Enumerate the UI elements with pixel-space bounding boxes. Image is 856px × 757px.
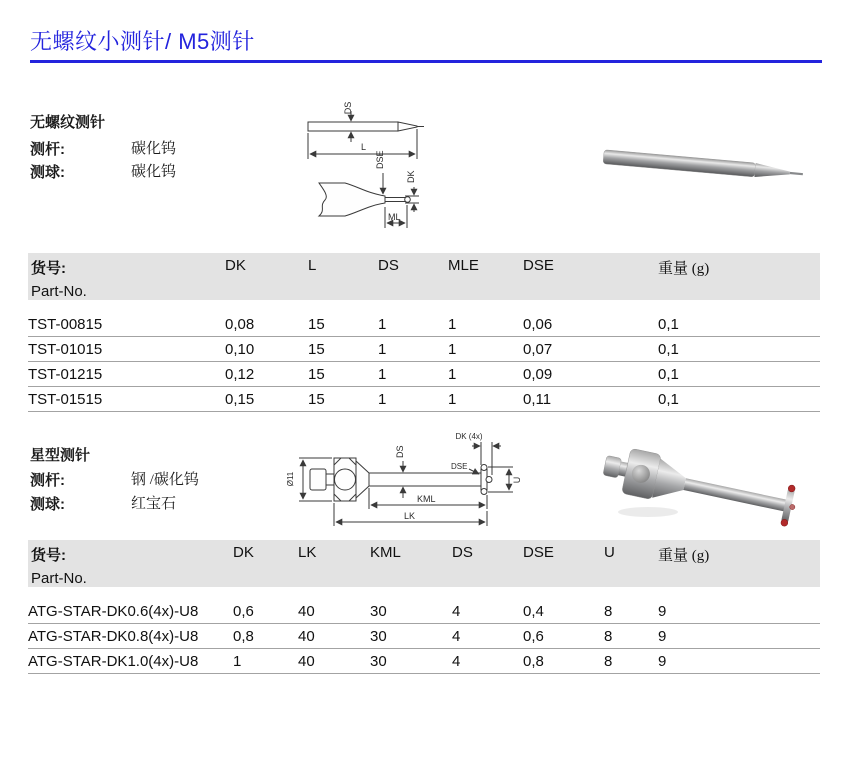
dk-cell: 0,10 — [225, 337, 308, 362]
part-no-header — [28, 253, 225, 300]
col-header-dse: DSE — [523, 540, 604, 587]
col-header-ds: DS — [378, 253, 448, 300]
l-cell: 15 — [308, 312, 378, 337]
lk-cell: 40 — [298, 624, 370, 649]
col-header-dse: DSE — [523, 253, 658, 300]
mle-cell: 1 — [448, 337, 523, 362]
table-row — [28, 649, 820, 674]
ds-cell: 1 — [378, 337, 448, 362]
part-no-cell: ATG-STAR-DK0.6(4x)-U8 — [28, 599, 233, 624]
dim-label-dk: DK — [406, 170, 416, 183]
dim-label-kml: KML — [417, 494, 436, 504]
l-cell: 15 — [308, 337, 378, 362]
ds-cell: 1 — [378, 387, 448, 412]
section1-stem-value: 碳化钨 — [131, 141, 177, 157]
lk-cell: 40 — [298, 599, 370, 624]
part-no-label: 货号: — [31, 260, 66, 277]
col-header-mle: MLE — [448, 253, 523, 300]
part-no-sublabel: Part-No. — [31, 283, 87, 300]
part-no-cell: ATG-STAR-DK0.8(4x)-U8 — [28, 624, 233, 649]
l-cell: 15 — [308, 362, 378, 387]
section2-ball-value: 红宝石 — [131, 496, 177, 512]
dse-cell: 0,6 — [523, 624, 604, 649]
section1-ball-value: 碳化钨 — [131, 164, 177, 180]
kml-cell: 30 — [370, 649, 452, 674]
section2-stem-label: 测杆: — [30, 472, 65, 489]
mle-cell: 1 — [448, 387, 523, 412]
dim-label-ds: DS — [343, 101, 353, 115]
dimension-diagram-threadless — [283, 95, 453, 240]
dse-cell: 0,4 — [523, 599, 604, 624]
ds-cell: 4 — [452, 599, 523, 624]
part-no-label: 货号: — [31, 547, 66, 564]
dk-cell: 0,15 — [225, 387, 308, 412]
dse-cell: 0,09 — [523, 362, 658, 387]
col-header-weight: 重量 (g) — [658, 253, 820, 300]
table-row — [28, 312, 820, 337]
weight-cell: 9 — [658, 624, 820, 649]
section1-heading: 无螺纹测针 — [30, 114, 106, 131]
mle-cell: 1 — [448, 312, 523, 337]
kml-cell: 30 — [370, 624, 452, 649]
section2-heading: 星型测针 — [30, 447, 91, 464]
dim-label-dk4x: DK (4x) — [455, 432, 483, 441]
title-underline — [30, 60, 822, 63]
part-no-header — [28, 540, 233, 587]
threadless-probe-table — [28, 253, 820, 412]
table-gap — [28, 300, 820, 312]
col-header-lk: LK — [298, 540, 370, 587]
table-row — [28, 387, 820, 412]
dk-cell: 1 — [233, 649, 298, 674]
part-no-sublabel: Part-No. — [31, 570, 87, 587]
u-cell: 8 — [604, 624, 658, 649]
dim-label-l: L — [361, 142, 367, 152]
weight-cell: 0,1 — [658, 362, 820, 387]
dim-label-u: U — [512, 476, 522, 484]
col-header-weight: 重量 (g) — [658, 540, 820, 587]
part-no-cell: ATG-STAR-DK1.0(4x)-U8 — [28, 649, 233, 674]
part-no-cell: TST-01015 — [28, 337, 225, 362]
dse-cell: 0,11 — [523, 387, 658, 412]
table-gap — [28, 587, 820, 599]
lk-cell: 40 — [298, 649, 370, 674]
col-header-dk: DK — [233, 540, 298, 587]
col-header-u: U — [604, 540, 658, 587]
part-no-cell: TST-00815 — [28, 312, 225, 337]
table-row — [28, 599, 820, 624]
dim-label-dse: DSE — [375, 150, 385, 169]
ds-cell: 4 — [452, 649, 523, 674]
ds-cell: 4 — [452, 624, 523, 649]
weight-cell: 9 — [658, 599, 820, 624]
dimension-diagram-star — [283, 425, 525, 535]
dim-label-lk: LK — [404, 511, 416, 521]
dim-label-dse: DSE — [451, 462, 468, 471]
dk-cell: 0,8 — [233, 624, 298, 649]
dse-cell: 0,8 — [523, 649, 604, 674]
part-no-cell: TST-01515 — [28, 387, 225, 412]
table-row — [28, 337, 820, 362]
kml-cell: 30 — [370, 599, 452, 624]
weight-cell: 9 — [658, 649, 820, 674]
table-row — [28, 624, 820, 649]
dse-cell: 0,06 — [523, 312, 658, 337]
col-header-l: L — [308, 253, 378, 300]
section1-ball-label: 测球: — [30, 164, 65, 181]
dk-cell: 0,12 — [225, 362, 308, 387]
section2-ball-label: 测球: — [30, 496, 65, 513]
product-photo-threadless — [593, 138, 808, 202]
weight-cell: 0,1 — [658, 312, 820, 337]
dk-cell: 0,08 — [225, 312, 308, 337]
page-title: 无螺纹小测针/ M5测针 — [30, 29, 255, 54]
col-header-dk: DK — [225, 253, 308, 300]
dim-label-ml: ML — [388, 212, 401, 222]
dim-label-d11: Ø11 — [286, 471, 295, 487]
mle-cell: 1 — [448, 362, 523, 387]
star-probe-table — [28, 540, 820, 674]
dim-label-ds: DS — [395, 445, 405, 458]
dse-cell: 0,07 — [523, 337, 658, 362]
section1-stem-label: 测杆: — [30, 141, 65, 158]
section2-stem-value: 钢 /碳化钨 — [131, 472, 199, 488]
table-row — [28, 362, 820, 387]
l-cell: 15 — [308, 387, 378, 412]
weight-cell: 0,1 — [658, 337, 820, 362]
dk-cell: 0,6 — [233, 599, 298, 624]
table-header-row — [28, 253, 820, 300]
weight-cell: 0,1 — [658, 387, 820, 412]
col-header-ds: DS — [452, 540, 523, 587]
table-header-row — [28, 540, 820, 587]
part-no-cell: TST-01215 — [28, 362, 225, 387]
ds-cell: 1 — [378, 312, 448, 337]
ds-cell: 1 — [378, 362, 448, 387]
u-cell: 8 — [604, 649, 658, 674]
product-photo-star — [596, 430, 816, 538]
col-header-kml: KML — [370, 540, 452, 587]
u-cell: 8 — [604, 599, 658, 624]
